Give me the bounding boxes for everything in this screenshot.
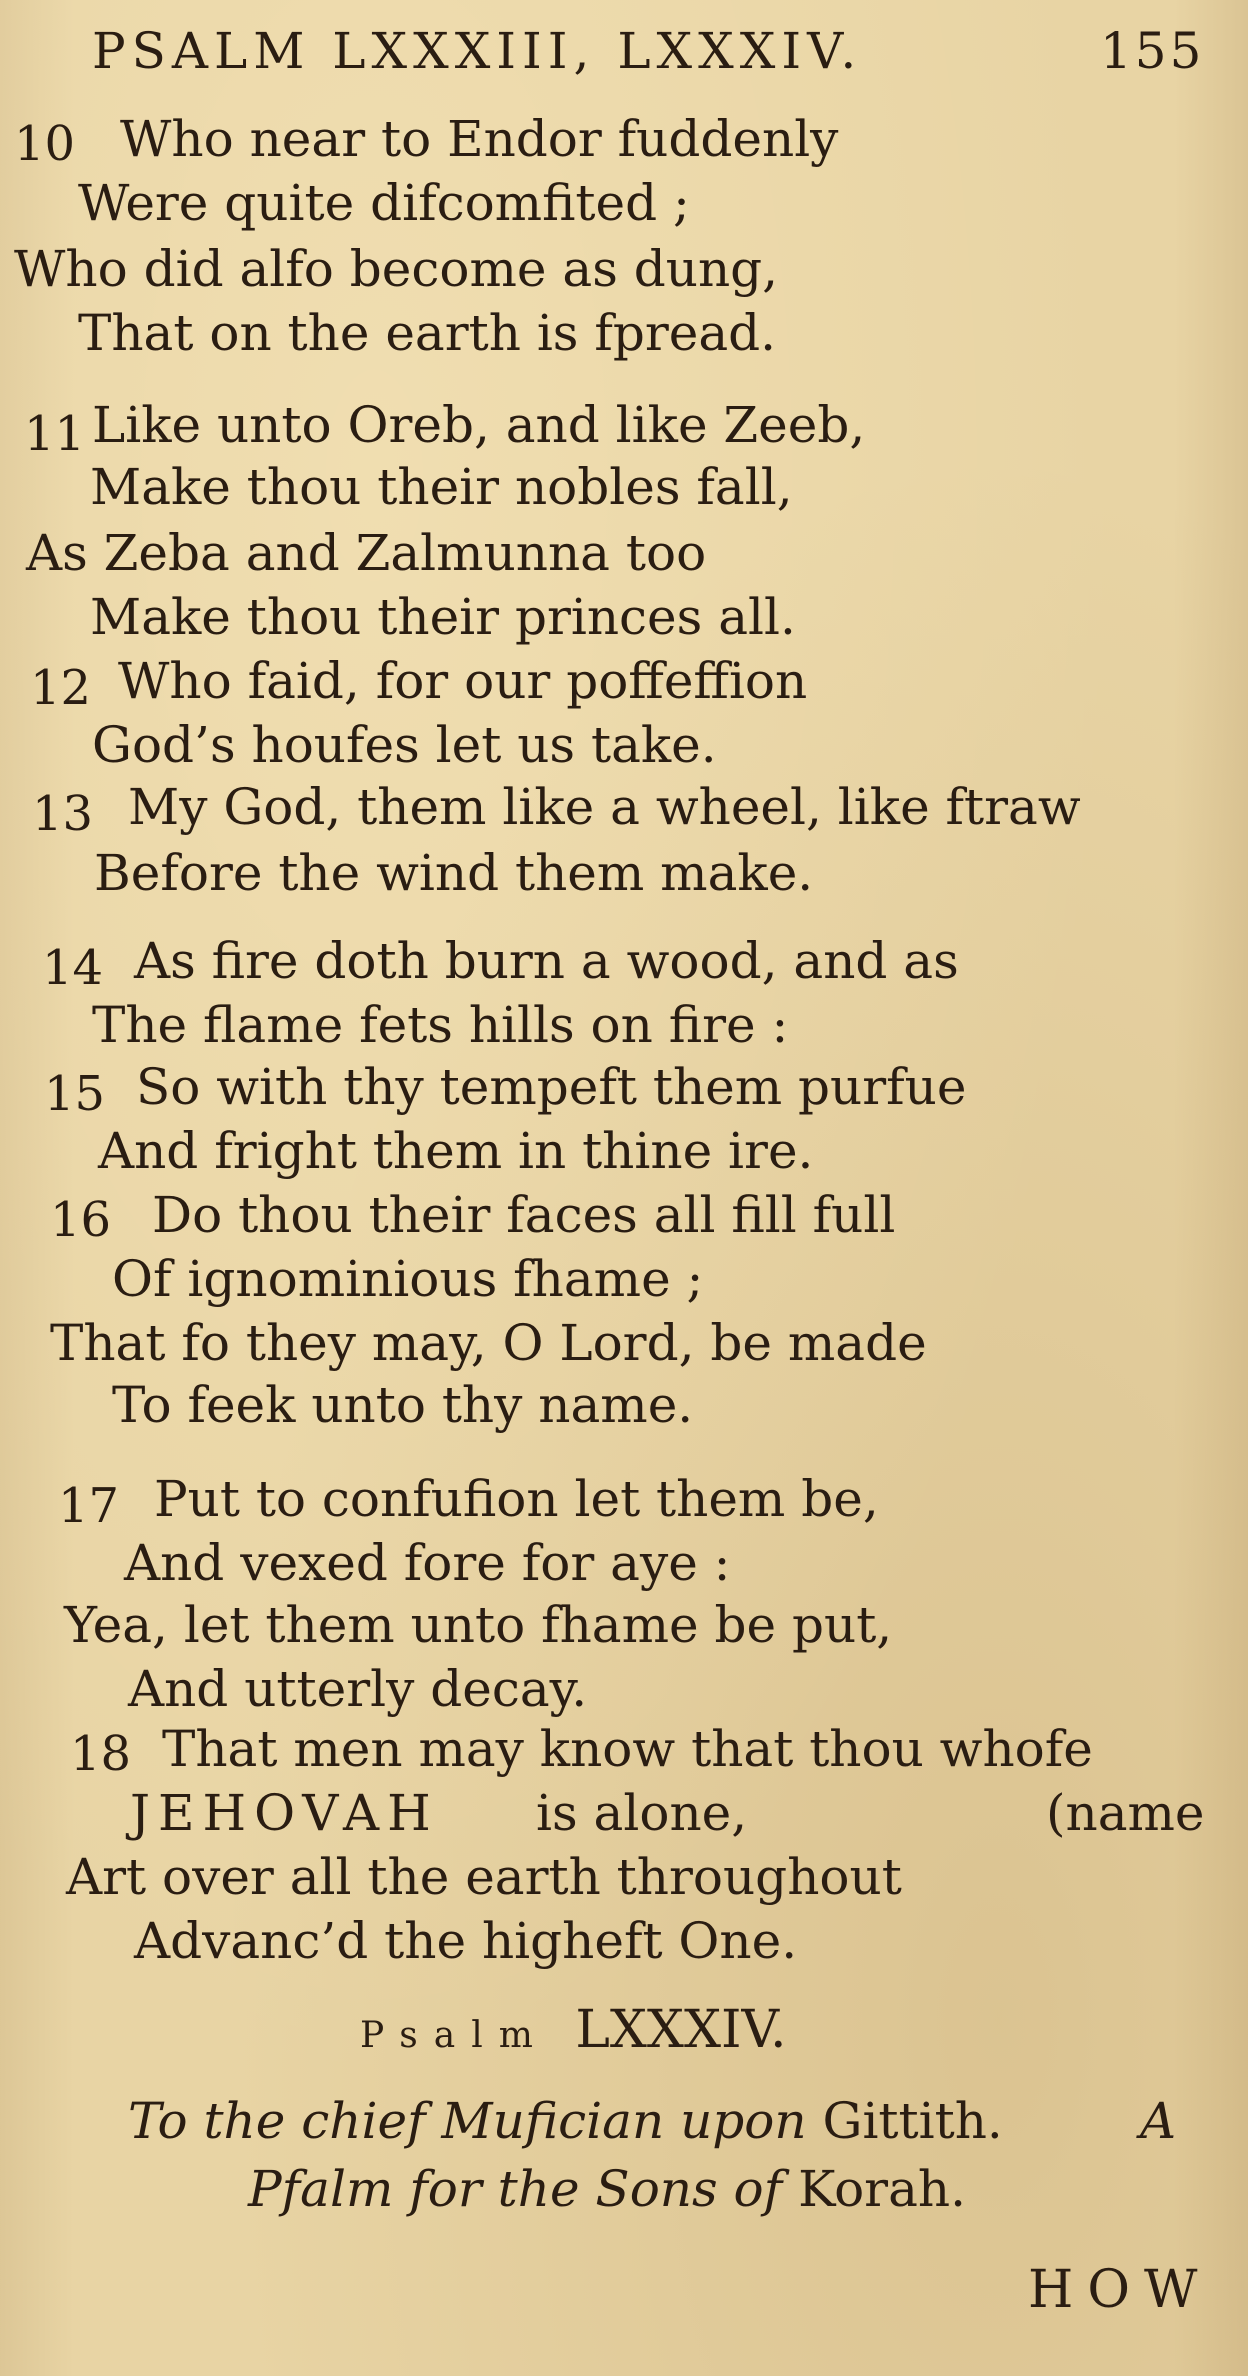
verse-line: My God, them like a wheel, like ftraw	[128, 778, 1081, 836]
verse-line: That on the earth is fpread.	[78, 304, 777, 362]
verse-number: 11	[24, 406, 86, 462]
verse-line: To feek unto thy name.	[112, 1376, 694, 1434]
verse-line: Yea, let them unto fhame be put,	[64, 1596, 893, 1654]
verse-number: 12	[30, 660, 92, 716]
psalm-heading	[360, 2000, 787, 2060]
verse-line: Who did alfo become as dung,	[14, 240, 779, 298]
verse-line: As Zeba and Zalmunna too	[26, 524, 707, 582]
catchword: HOW	[1028, 2260, 1212, 2320]
turnover-word: (name	[1046, 1784, 1205, 1842]
verse-line: Before the wind them make.	[94, 844, 814, 902]
verse-line: Of ignominious fhame ;	[112, 1250, 704, 1308]
verse-line: Were quite difcomfited ;	[78, 174, 690, 232]
verse-number: 10	[14, 116, 76, 172]
verse-line: Art over all the earth throughout	[66, 1848, 902, 1906]
verse-line: That men may know that thou whofe	[162, 1720, 1093, 1778]
psalm-label: Psalm	[360, 2015, 549, 2056]
jehovah-word: JEHOVAH	[130, 1784, 439, 1842]
verse-line: Like unto Oreb, and like Zeeb,	[92, 396, 866, 454]
page-number: 155	[1100, 22, 1205, 80]
verse-number: 17	[58, 1478, 120, 1534]
superscription-end: A	[1140, 2092, 1177, 2150]
verse-line: Who near to Endor fuddenly	[120, 110, 839, 168]
verse-number: 15	[44, 1066, 106, 1122]
verse-line: God’s houfes let us take.	[92, 716, 717, 774]
verse-number: 13	[32, 786, 94, 842]
verse-line: Make thou their princes all.	[90, 588, 796, 646]
verse-line: is alone,	[536, 1784, 748, 1842]
verse-line: Who faid, for our poffeffion	[118, 652, 808, 710]
superscription-line-1: To the chief Mufician upon Gittith.	[128, 2092, 1003, 2150]
verse-line: And utterly decay.	[128, 1660, 588, 1718]
superscription-line-2: Pfalm for the Sons of Korah.	[248, 2160, 966, 2218]
verse-line: Advanc’d the higheft One.	[134, 1912, 798, 1970]
verse-line: That fo they may, O Lord, be made	[50, 1314, 927, 1372]
verse-number: 16	[50, 1192, 112, 1248]
psalm-number: LXXXIV.	[575, 2000, 787, 2060]
verse-line: Make thou their nobles fall,	[90, 458, 793, 516]
verse-line: And fright them in thine ire.	[98, 1122, 814, 1180]
verse-line: Do thou their faces all fill full	[152, 1186, 896, 1244]
verse-line: Put to confufion let them be,	[154, 1470, 879, 1528]
verse-line: As fire doth burn a wood, and as	[134, 932, 959, 990]
verse-line: The flame fets hills on fire :	[92, 996, 789, 1054]
verse-number: 14	[42, 940, 104, 996]
running-head: PSALM LXXXIII, LXXXIV.	[92, 22, 863, 80]
verse-number: 18	[70, 1726, 132, 1782]
verse-line: So with thy tempeft them purfue	[136, 1058, 967, 1116]
verse-line: And vexed fore for aye :	[124, 1534, 731, 1592]
